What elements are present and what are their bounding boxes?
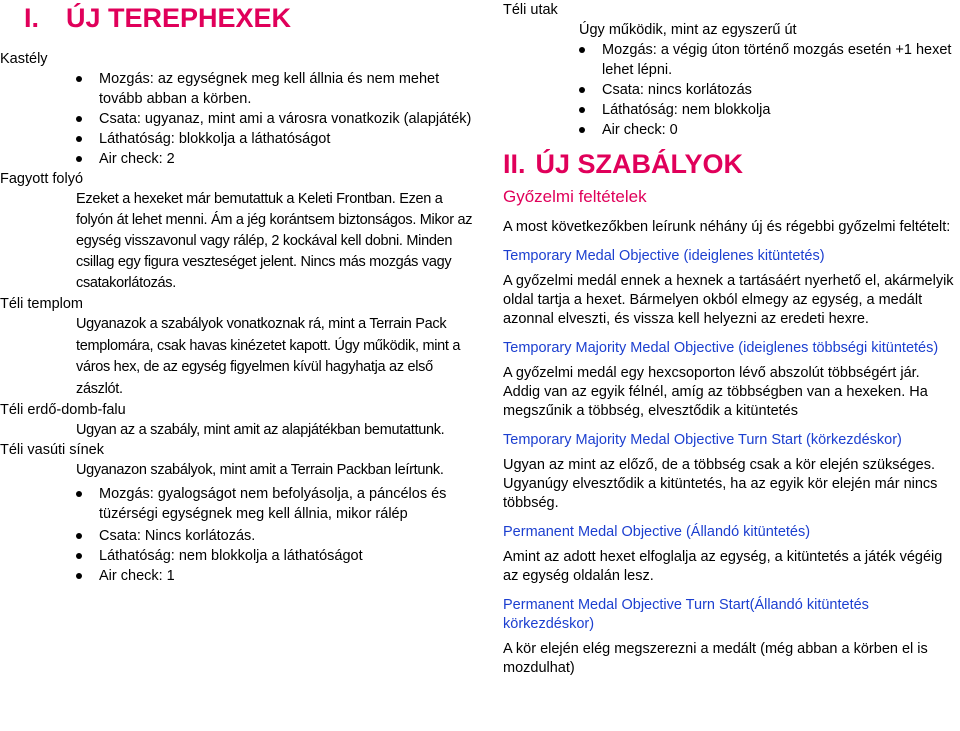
intro-text: A most következőkben leírunk néhány új és régebbi győzelmi feltételt: [503, 219, 951, 235]
victory-heading: Győzelmi feltételek [503, 187, 647, 206]
temple-block [0, 314, 478, 400]
roads-label: Téli utak [503, 2, 558, 18]
section-title: Temporary Majority Medal Objective Turn Start (körkezdéskor) [503, 432, 902, 448]
section-title: Temporary Medal Objective (ideiglenes kitüntetés) [503, 248, 825, 264]
rail-bullets [0, 484, 478, 586]
forest-text: Ugyan az a szabály, mint amit az alapjátékban bemutattunk. [76, 422, 445, 438]
rail-text: Ugyanazon szabályok, mint amit a Terrain Packban leírtunk. [76, 462, 444, 478]
forest-block [0, 420, 478, 440]
section-heading-terrain: I. ÚJ TEREPHEXEK [24, 3, 292, 33]
castle-bullets [0, 69, 478, 169]
temple-text: Ugyanazok a szabályok vonatkoznak rá, mint a Terrain Pack templomára, csak havas kinézetet kapott. Úgy működik, mint a város hex, de az egység figyelmen kívül hagyhatja az első zászlót. [76, 316, 461, 397]
section-text: Amint az adott hexet elfoglalja az egység, a kitüntetés a játék végéig az egység oldalán lesz. [503, 549, 943, 584]
section-text: A győzelmi medál egy hexcsoporton lévő abszolút többségért jár. Addig van az egyik félnél, amíg az többségben van a hexeken. Ha megszűnik a többség, elvesztődik a kitüntetés [503, 365, 928, 419]
left-column [0, 0, 478, 586]
list-item: Air check: 2 [0, 149, 478, 169]
castle-label: Kastély [0, 51, 48, 67]
list-item: Csata: Nincs korlátozás. [0, 526, 478, 546]
list-item: Mozgás: gyalogságot nem befolyásolja, a páncélos és tüzérségi egységnek meg kell állnia, mikor rálép [0, 484, 478, 524]
section-title: Permanent Medal Objective Turn Start(Állandó kitüntetés körkezdéskor) [503, 597, 869, 632]
section-title: Permanent Medal Objective (Állandó kitüntetés) [503, 524, 811, 540]
list-item: Mozgás: az egységnek meg kell állnia és nem mehet tovább abban a körben. [0, 69, 478, 109]
rail-label: Téli vasúti sínek [0, 442, 104, 458]
list-item: Láthatóság: nem blokkolja a láthatóságot [0, 546, 478, 566]
temple-label: Téli templom [0, 296, 83, 312]
right-column [503, 0, 958, 678]
section-text: Ugyan az mint az előző, de a többség csak a kör elején szükséges. Ugyanúgy elvesztődik a kitüntetés, ha az egyik kör elején már nincs többség. [503, 457, 938, 511]
list-item: Air check: 1 [0, 566, 478, 586]
river-block [0, 189, 478, 294]
rail-block [0, 460, 478, 480]
roads-block [503, 20, 958, 40]
section-text: A győzelmi medál ennek a hexnek a tartásáért nyerhető el, akármelyik oldal tartja a hexet. Bármelyen okból elmegy az egység, a medált azonnal elveszti, és vissza kell helyezni az eredeti hexre. [503, 273, 954, 327]
roads-bullets [503, 40, 958, 140]
roads-text: Úgy működik, mint az egyszerű út [579, 22, 797, 38]
list-item: Láthatóság: nem blokkolja [503, 100, 958, 120]
list-item: Csata: nincs korlátozás [503, 80, 958, 100]
section-title: Temporary Majority Medal Objective (ideiglenes többségi kitüntetés) [503, 340, 939, 356]
forest-label: Téli erdő-domb-falu [0, 402, 126, 418]
list-item: Csata: ugyanaz, mint ami a városra vonatkozik (alapjáték) [0, 109, 478, 129]
list-item: Láthatóság: blokkolja a láthatóságot [0, 129, 478, 149]
river-label: Fagyott folyó [0, 171, 84, 187]
section-heading-rules: II. ÚJ SZABÁLYOK [503, 149, 744, 179]
list-item: Air check: 0 [503, 120, 958, 140]
section-text: A kör elején elég megszerezni a medált (még abban a körben el is mozdulhat) [503, 641, 928, 676]
list-item: Mozgás: a végig úton történő mozgás esetén +1 hexet lehet lépni. [503, 40, 958, 80]
river-text: Ezeket a hexeket már bemutattuk a Keleti Frontban. Ezen a folyón át lehet menni. Ám a jég korántsem biztonságos. Mikor az egység visszavonul vagy rálép, 2 kockával kell dobni. Minden csillag egy figura veszteséget jelent. Nincs más mozgás vagy csatakorlátozás. [76, 191, 473, 291]
